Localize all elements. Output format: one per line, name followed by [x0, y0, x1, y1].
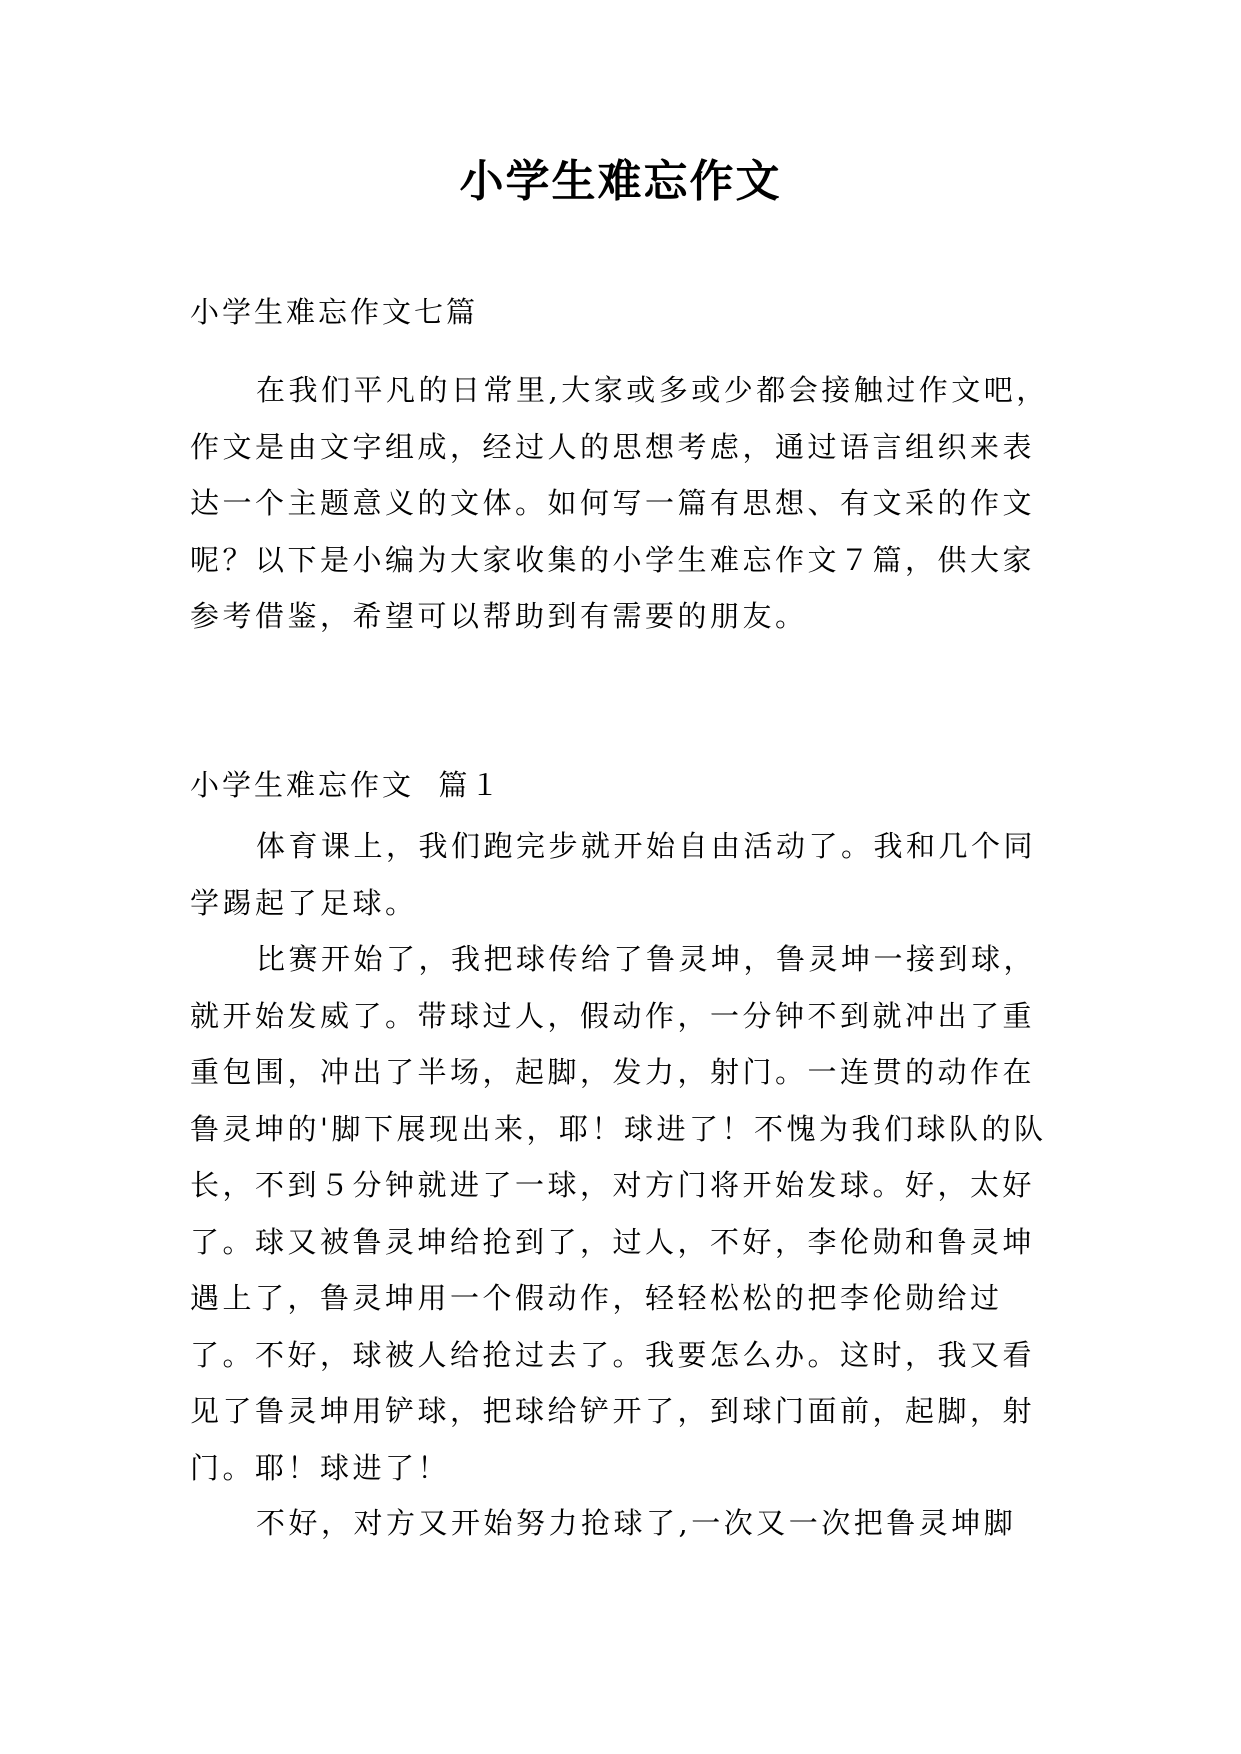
- body-paragraph-1: 体育课上，我们跑完步就开始自由活动了。我和几个同学踢起了足球。: [190, 829, 1037, 920]
- intro-paragraph: 在我们平凡的日常里,大家或多或少都会接触过作文吧，作文是由文字组成，经过人的思想考虑，通过语言组织来表达一个主题意义的文体。如何写一篇有思想、有文采的作文呢？以下是小编为大家收集的小学生难忘作文７篇，供大家参考借鉴，希望可以帮助到有需要的朋友。: [190, 373, 1049, 633]
- section-heading: 小学生难忘作文 篇１: [190, 768, 503, 802]
- document-title: 小学生难忘作文: [459, 156, 782, 207]
- body-paragraph-3: 不好，对方又开始努力抢球了,一次又一次把鲁灵坤脚: [256, 1506, 1017, 1540]
- document-subtitle: 小学生难忘作文七篇: [190, 295, 479, 329]
- body-paragraph-2: 比赛开始了，我把球传给了鲁灵坤，鲁灵坤一接到球，就开始发威了。带球过人，假动作，一分钟不到就冲出了重重包围，冲出了半场，起脚，发力，射门。一连贯的动作在鲁灵坤的'脚下展现出来，耶！球进了！不愧为我们球队的队长，不到５分钟就进了一球，对方门将开始发球。好，太好了。球又被鲁灵坤给抢到了，过人，不好，李伦勋和鲁灵坤遇上了，鲁灵坤用一个假动作，轻轻松松的把李伦勋给过了。不好，球被人给抢过去了。我要怎么办。这时，我又看见了鲁灵坤用铲球，把球给铲开了，到球门面前，起脚，射门。耶！球进了！: [190, 942, 1047, 1485]
